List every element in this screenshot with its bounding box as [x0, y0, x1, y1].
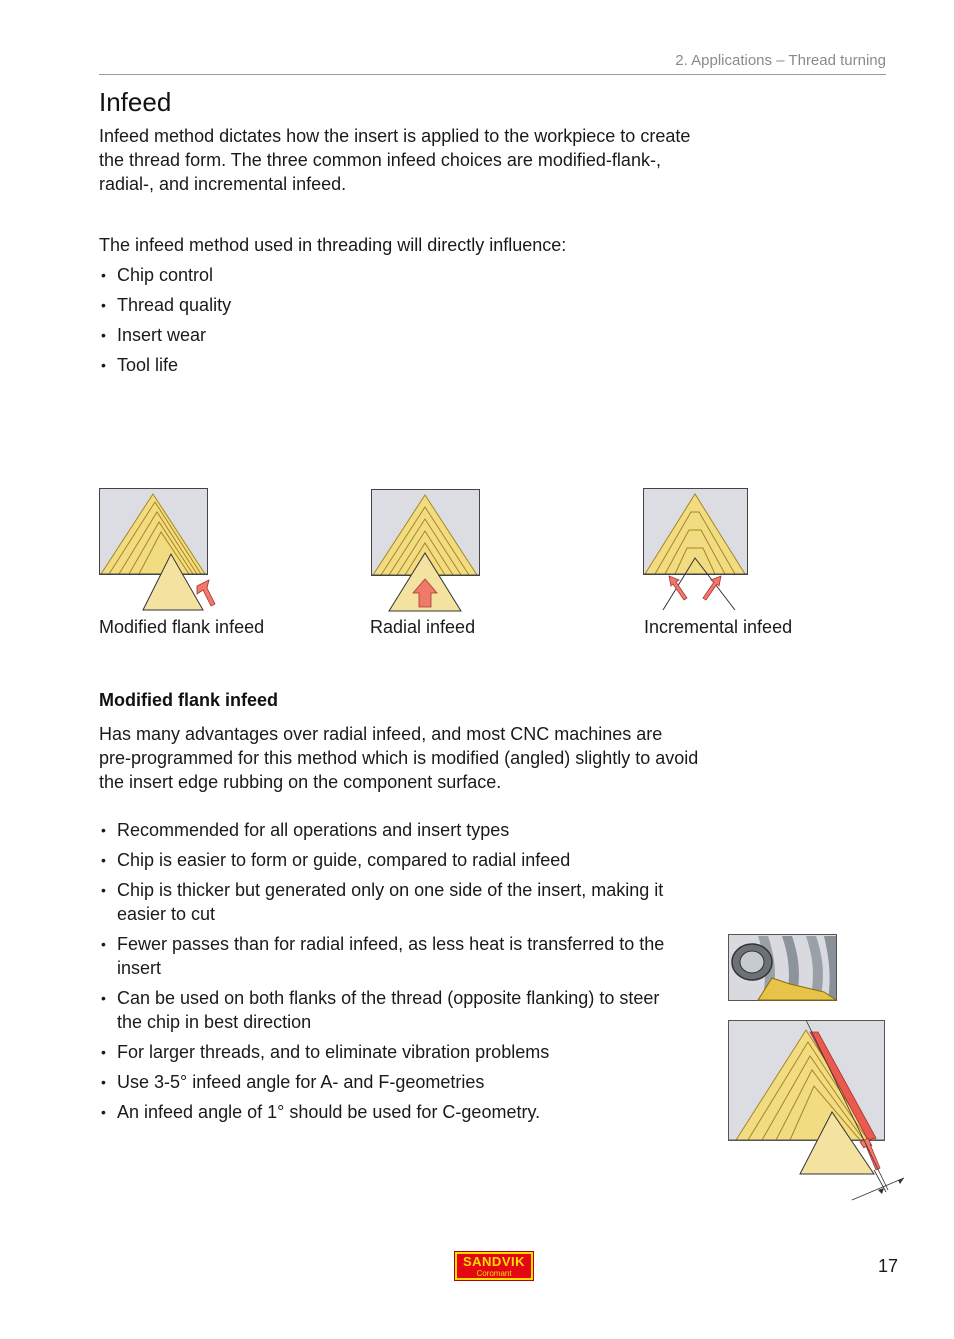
advantages-list: [99, 818, 689, 1130]
page-header-section: 2. Applications – Thread turning: [675, 52, 886, 69]
list-item: • Recommended for all operations and insert types: [99, 818, 689, 842]
radial-infeed-caption: Radial infeed: [370, 617, 476, 637]
list-item: • Chip control: [99, 263, 231, 287]
header-rule: [99, 74, 886, 75]
sandvik-coromant-logo: [454, 1251, 534, 1281]
list-item: • Insert wear: [99, 323, 231, 347]
list-item: • Fewer passes than for radial infeed, as less heat is transferred to the insert: [99, 932, 689, 980]
page-number: 17: [878, 1256, 899, 1276]
incremental-infeed-caption: Incremental infeed: [644, 617, 793, 637]
logo-sub: Coromant: [457, 1269, 531, 1278]
list-item: • Use 3-5° infeed angle for A- and F-geometries: [99, 1070, 689, 1094]
list-item: • Can be used on both flanks of the thread (opposite flanking) to steer the chip in best direction: [99, 986, 689, 1034]
modified-flank-detail-diagram: [728, 1020, 910, 1204]
intro-paragraph: Infeed method dictates how the insert is applied to the workpiece to create the thread form. The three common infeed choices are modified-flank-, radial-, and incremental infeed.: [99, 126, 691, 194]
radial-infeed-diagram: [371, 489, 483, 613]
incremental-infeed-diagram: [643, 488, 755, 612]
modified-flank-caption: Modified flank infeed: [99, 617, 265, 637]
list-item: • Chip is easier to form or guide, compared to radial infeed: [99, 848, 689, 872]
modified-flank-heading: Modified flank infeed: [99, 690, 279, 710]
list-item: • For larger threads, and to eliminate vibration problems: [99, 1040, 689, 1064]
influence-lead: The infeed method used in threading will directly influence:: [99, 235, 567, 255]
list-item: • Thread quality: [99, 293, 231, 317]
modified-flank-diagram: [99, 488, 221, 612]
logo-brand: SANDVIK: [457, 1254, 531, 1269]
insert-thread-photo: [728, 934, 838, 1002]
page-title: Infeed: [99, 87, 172, 117]
list-item: • Chip is thicker but generated only on one side of the insert, making it easier to cut: [99, 878, 689, 926]
influence-list: [99, 263, 231, 383]
modified-flank-description: Has many advantages over radial infeed, and most CNC machines are pre-programmed for this method which is modified (angled) slightly to avoid the insert edge rubbing on the component surface.: [99, 724, 699, 792]
list-item: • An infeed angle of 1° should be used for C-geometry.: [99, 1100, 689, 1124]
list-item: • Tool life: [99, 353, 231, 377]
